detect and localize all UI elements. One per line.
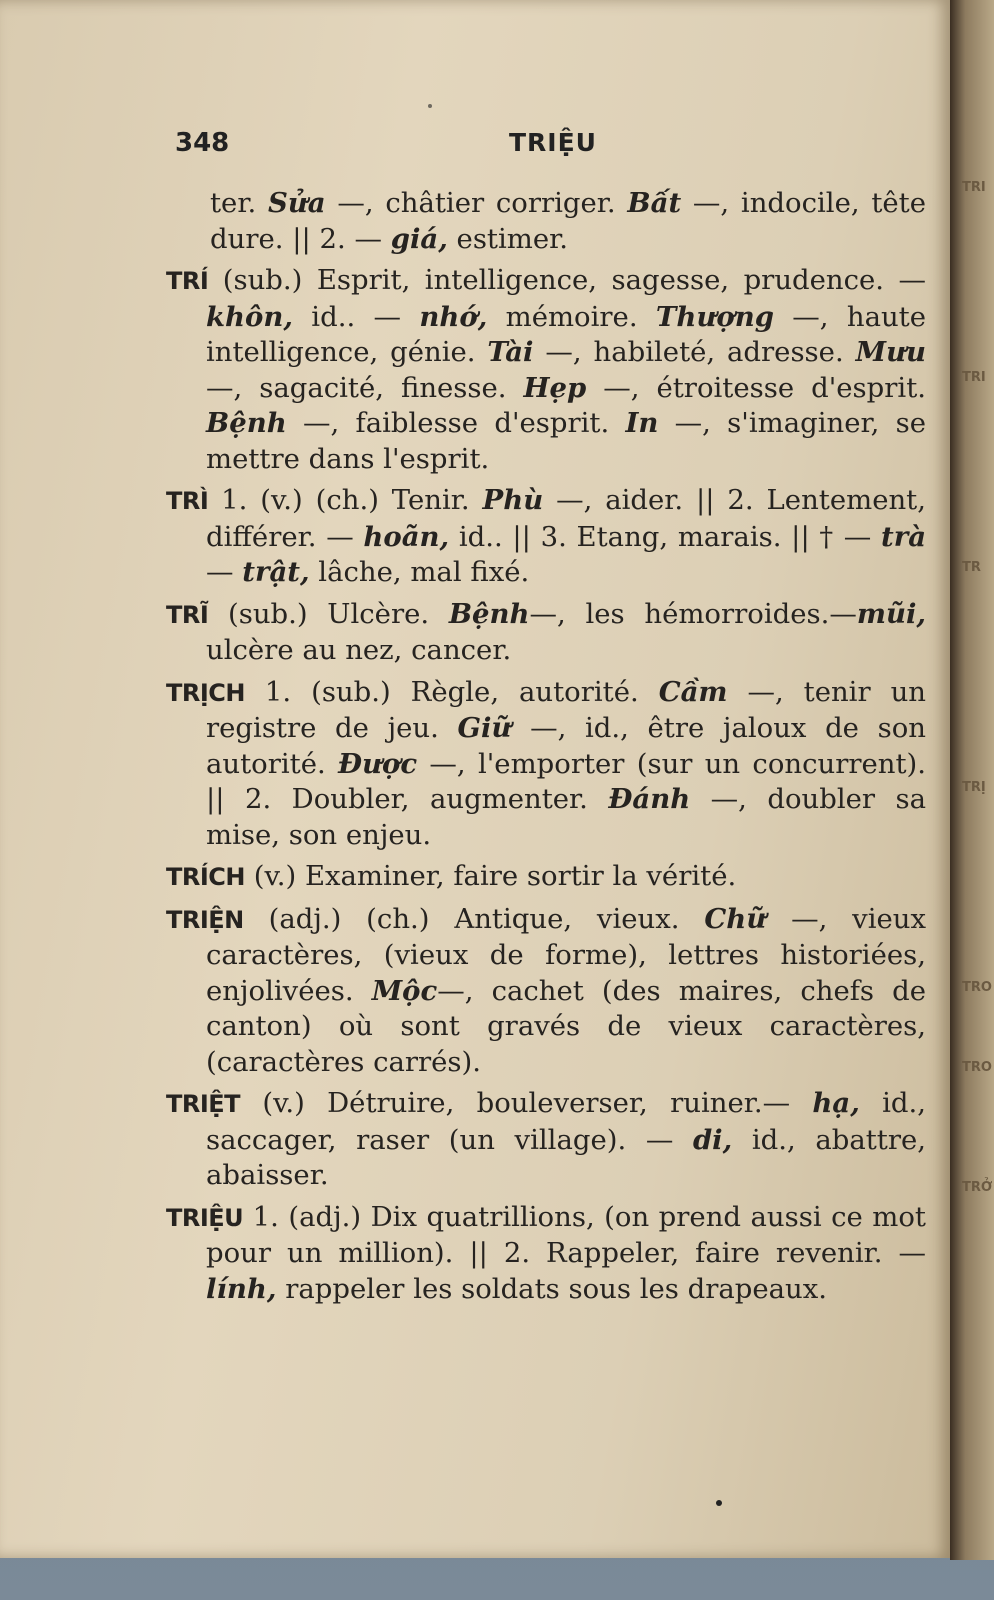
definition-text: —, sagacité, finesse. — [206, 371, 524, 404]
definition-text: (v.) Examiner, faire sortir la vérité. — [244, 860, 737, 892]
vietnamese-term: Giữ — [457, 712, 512, 744]
definition-text: id., saccager, raser (un village). — — [206, 1087, 926, 1156]
vietnamese-term: Sửa — [267, 187, 326, 219]
vietnamese-term: Mưu — [855, 336, 926, 368]
next-page-fragment: TRỞ — [962, 1180, 993, 1195]
definition-text: id.. || 3. Etang, marais. || † — — [449, 520, 881, 553]
entry-continuation — [166, 186, 926, 257]
definition-text: id.. — — [292, 300, 420, 333]
definition-text: 1. (adj.) Dix quatrillions, (on prend aussi ce mot pour un million). || 2. Rappeler, faire revenir. — — [206, 1200, 926, 1269]
definition-text: —, habileté, adresse. — [533, 336, 856, 368]
dictionary-entry — [166, 1086, 926, 1194]
vietnamese-term: giá, — [390, 222, 448, 255]
next-page-fragment: TRO — [962, 980, 992, 995]
definition-text: —, vieux caractères, (vieux de forme), lettres historiées, enjolivées. — [206, 902, 926, 1007]
next-page-fragment: TRỊ — [962, 780, 986, 795]
definition-text: —, étroitesse d'esprit. — [586, 371, 926, 404]
definition-text: (adj.) (ch.) Antique, vieux. — [243, 902, 705, 935]
dictionary-entry — [166, 859, 926, 896]
dictionary-entry — [166, 597, 926, 669]
ink-speck — [716, 1500, 722, 1506]
definition-text: —, tenir un registre de jeu. — [206, 675, 926, 744]
definition-text: —, haute intelligence, génie. — [206, 300, 926, 368]
running-head — [175, 128, 925, 164]
definition-text: —, les hémorroides.— — [529, 597, 857, 630]
entry-headword: TRÍ — [166, 267, 209, 295]
vietnamese-term: mũi, — [856, 597, 926, 630]
definition-text: id., abattre, abaisser. — [206, 1123, 926, 1191]
vietnamese-term: trà — [881, 520, 927, 553]
dictionary-entry — [166, 675, 926, 854]
entry-headword: TRĨ — [166, 600, 209, 629]
vietnamese-term: trật, — [242, 556, 310, 588]
entry-headword: TRÍCH — [166, 863, 245, 891]
vietnamese-term: Mộc — [371, 974, 438, 1007]
dictionary-entry — [166, 263, 926, 477]
dictionary-entry — [166, 483, 926, 591]
dictionary-entries — [166, 186, 926, 1313]
definition-text: estimer. — [447, 222, 568, 255]
vietnamese-term: In — [625, 407, 659, 439]
next-page-fragment: TR — [962, 560, 981, 575]
definition-text: (v.) Détruire, bouleverser, ruiner.— — [240, 1087, 813, 1119]
vietnamese-term: Phù — [482, 484, 544, 516]
definition-text: ter. — [210, 187, 268, 219]
vietnamese-term: Chữ — [704, 902, 767, 935]
vietnamese-term: Thượng — [655, 300, 774, 333]
vietnamese-term: di, — [692, 1123, 733, 1156]
vietnamese-term: Cầm — [658, 675, 728, 708]
definition-text: —, indocile, tête dure. || 2. — — [210, 187, 926, 255]
ink-speck — [428, 104, 432, 108]
definition-text: rappeler les soldats sous les drapeaux. — [276, 1272, 828, 1305]
vietnamese-term: Đánh — [608, 783, 691, 815]
entry-headword: TRIỆN — [166, 905, 244, 934]
next-page-fragment: TRI — [962, 180, 986, 195]
next-page-fragment: TRI — [962, 370, 986, 385]
next-page-edge — [950, 0, 994, 1560]
definition-text: —, l'emporter (sur un concurrent). || 2. Doubler, augmenter. — [206, 747, 926, 815]
definition-text: 1. (v.) (ch.) Tenir. — [208, 484, 483, 516]
running-title: TRIỆU — [509, 128, 597, 157]
definition-text: 1. (sub.) Règle, autorité. — [244, 675, 659, 708]
definition-text: —, id., être jaloux de son autorité. — [206, 712, 926, 780]
definition-text: (sub.) Esprit, intelligence, sagesse, prudence. — — [208, 264, 926, 296]
vietnamese-term: nhớ, — [419, 300, 488, 333]
definition-text: mémoire. — [487, 300, 656, 333]
vietnamese-term: Bất — [627, 187, 682, 219]
definition-text: (sub.) Ulcère. — [208, 597, 449, 630]
definition-text: —, s'imaginer, se mettre dans l'esprit. — [206, 407, 926, 475]
vietnamese-term: Tài — [487, 336, 534, 368]
definition-text: —, cachet (des maires, chefs de canton) où sont gravés de vieux caractères, (caractères carrés). — [206, 974, 926, 1078]
definition-text: ulcère au nez, cancer. — [206, 634, 512, 666]
entry-headword: TRÌ — [166, 487, 209, 515]
vietnamese-term: Bệnh — [448, 597, 530, 630]
definition-text: lâche, mal fixé. — [309, 556, 530, 588]
definition-text: —, faiblesse d'esprit. — [286, 407, 626, 439]
definition-text: —, aider. || 2. Lentement, différer. — — [206, 484, 926, 553]
entry-headword: TRIỆT — [166, 1090, 241, 1118]
vietnamese-term: Bệnh — [206, 407, 287, 439]
page-number: 348 — [175, 128, 230, 158]
vietnamese-term: Hẹp — [523, 371, 587, 404]
vietnamese-term: hạ, — [812, 1087, 860, 1119]
vietnamese-term: lính, — [206, 1272, 277, 1305]
dictionary-entry — [166, 1200, 926, 1308]
next-page-fragment: TRO — [962, 1060, 992, 1075]
dictionary-entry — [166, 902, 926, 1081]
vietnamese-term: khôn, — [206, 300, 293, 333]
entry-headword: TRIỆU — [166, 1203, 244, 1232]
entry-headword: TRỊCH — [166, 678, 245, 707]
vietnamese-term: Được — [338, 747, 418, 780]
definition-text: — — [206, 556, 243, 588]
vietnamese-term: hoãn, — [363, 520, 450, 553]
definition-text: —, doubler sa mise, son enjeu. — [206, 783, 926, 851]
definition-text: —, châtier corriger. — [325, 187, 628, 219]
